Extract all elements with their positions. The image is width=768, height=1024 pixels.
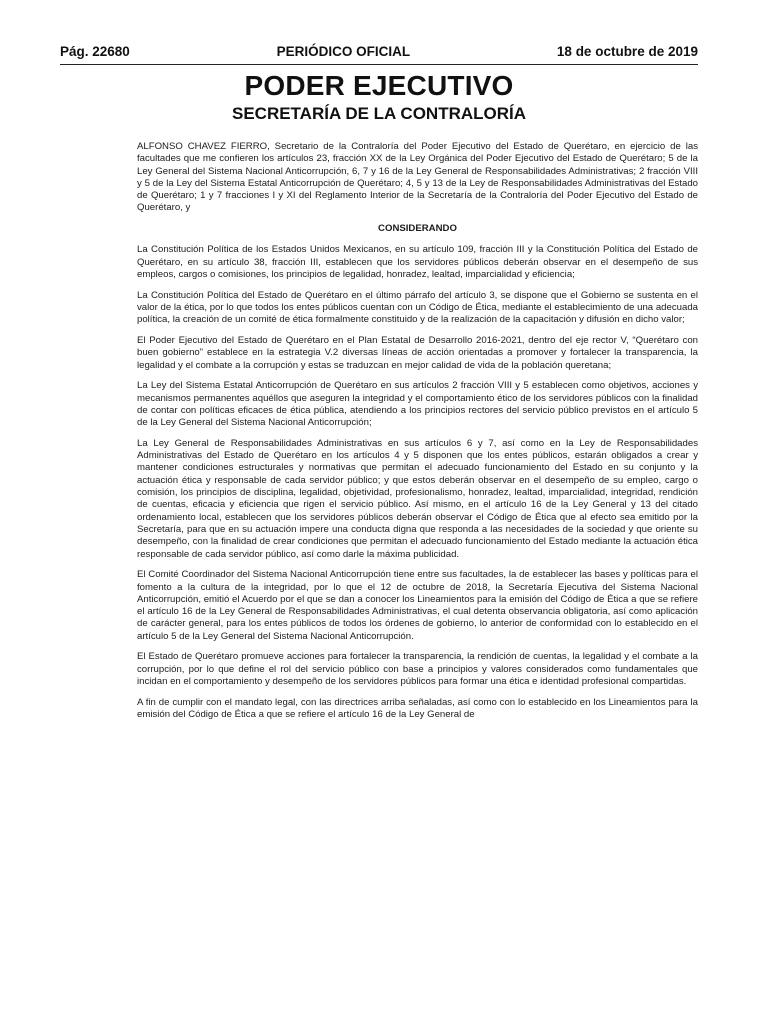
- publication-name: PERIÓDICO OFICIAL: [276, 44, 411, 59]
- paragraph: La Constitución Política del Estado de Querétaro en el último párrafo del artículo 3, se dispone que el Gobierno se sustenta en el valor de la ética, por lo que todos los entes públicos cuentan con un Código de Ética, mediante el establecimiento de una adecuada política, la creación de un comité de ética formalmente constituido y de la realización de la capacitación y difusión en dicho valor;: [137, 289, 698, 326]
- document-body: [137, 141, 698, 730]
- paragraph: El Comité Coordinador del Sistema Nacional Anticorrupción tiene entre sus facultades, la de establecer las bases y políticas para el fomento a la cultura de la integridad, por lo que el 12 de octubre de 2018, la Secretaría Ejecutiva del Sistema Nacional Anticorrupción, emitió el Acuerdo por el que se dan a conocer los Lineamientos para la emisión del Código de Ética a que se refiere el artículo 16 de la Ley General de Responsabilidades Administrativas, el cual detenta observancia obligatoria, así como aplicación de carácter general, para los entes públicos de todos los órdenes de gobierno, lo anterior de conformidad con lo establecido en el artículo 5 de la Ley General del Sistema Nacional Anticorrupción.: [137, 569, 698, 642]
- paragraph: A fin de cumplir con el mandato legal, con las directrices arriba señaladas, así como con lo establecido en los Lineamientos para la emisión del Código de Ética a que se refiere el artículo 16 de la Ley General de: [137, 696, 698, 720]
- paragraph: La Constitución Política de los Estados Unidos Mexicanos, en su artículo 109, fracción III y la Constitución Política del Estado de Querétaro, en su artículo 38, fracción III, establecen que los servidores públicos deberán observar en el desempeño de sus empleos, cargos o comisiones, los principios de legalidad, honradez, lealtad, imparcialidad y eficiencia;: [137, 244, 698, 281]
- paragraph: El Estado de Querétaro promueve acciones para fortalecer la transparencia, la rendición de cuentas, la legalidad y el combate a la corrupción, por lo que define el rol del servicio público con base a principios y valores considerados como fundamentales que incidan en el comportamiento y desempeño de los servidores públicos para formar una ética e identidad profesional compartidas.: [137, 651, 698, 688]
- header-rule: [60, 64, 698, 65]
- paragraph: El Poder Ejecutivo del Estado de Querétaro en el Plan Estatal de Desarrollo 2016-2021, dentro del eje rector V, “Querétaro con buen gobierno” establece en la estrategia V.2 diversas líneas de acción orientadas a promover y fortalecer la transparencia, la legalidad y el combate a la corrupción y estas se traduzcan en mejor calidad de vida de la población queretana;: [137, 335, 698, 371]
- page-number: Pág. 22680: [60, 44, 130, 59]
- running-header: [60, 44, 698, 59]
- page-subtitle: SECRETARÍA DE LA CONTRALORÍA: [231, 104, 527, 123]
- page-title: PODER EJECUTIVO: [244, 70, 514, 101]
- paragraph: La Ley del Sistema Estatal Anticorrupción de Querétaro en sus artículos 2 fracción VIII y 5 establecen como objetivos, acciones y mecanismos permanentes aquéllos que aseguren la integridad y el comportamiento ético de los servidores públicos con la finalidad de contar con políticas eficaces de ética pública, atendiendo a los principios rectores del servicio público previstos en el artículo 5 de la Ley General del Sistema Nacional Anticorrupción;: [137, 380, 698, 429]
- intro-paragraph: ALFONSO CHAVEZ FIERRO, Secretario de la Contraloría del Poder Ejecutivo del Estado de Querétaro, en ejercicio de las facultades que me confieren los artículos 23, fracción XX de la Ley Orgánica del Poder Ejecutivo del Estado de Querétaro; 5 de la Ley General del Sistema Nacional Anticorrupción, 6, 7 y 16 de la Ley General de Responsabilidades Administrativas; 2 fracción VIII y 5 de la Ley del Sistema Estatal Anticorrupción de Querétaro; 4, 5 y 13 de la Ley de Responsabilidades Administrativas del Estado de Querétaro; 1 y 7 fracciones I y XI del Reglamento Interior de la Secretaría de la Contraloría del Poder Ejecutivo del Estado de Querétaro, y: [137, 141, 698, 214]
- paragraph: La Ley General de Responsabilidades Administrativas en sus artículos 6 y 7, así como en la Ley de Responsabilidades Administrativas del Estado de Querétaro en los artículos 4 y 5 disponen que los entes públicos, estarán obligados a crear y mantener condiciones estructurales y normativas que permitan el adecuado funcionamiento del Estado en su conjunto y la actuación ética y responsable de cada servidor público; y que estos deberán observar en el desempeño de su empleo, cargo o comisión, los principios de disciplina, legalidad, objetividad, profesionalismo, honradez, lealtad, imparcialidad, integridad, rendición de cuentas, eficacia y eficiencia que rigen el servicio público. Así mismo, en el artículo 16 de la Ley General y 13 del citado ordenamiento local, establecen que los servidores públicos deberán observar el Código de Ética que al efecto sea emitido por la Secretaría, para que en su actuación impere una conducta digna que responda a las necesidades de la sociedad y que oriente su desempeño, con la finalidad de crear condiciones que permitan el adecuado funcionamiento del Estado mediante la actuación ética responsable de cada servidor público, así como darle la máxima publicidad.: [137, 437, 698, 560]
- section-heading: CONSIDERANDO: [378, 223, 457, 235]
- publication-date: 18 de octubre de 2019: [556, 44, 698, 59]
